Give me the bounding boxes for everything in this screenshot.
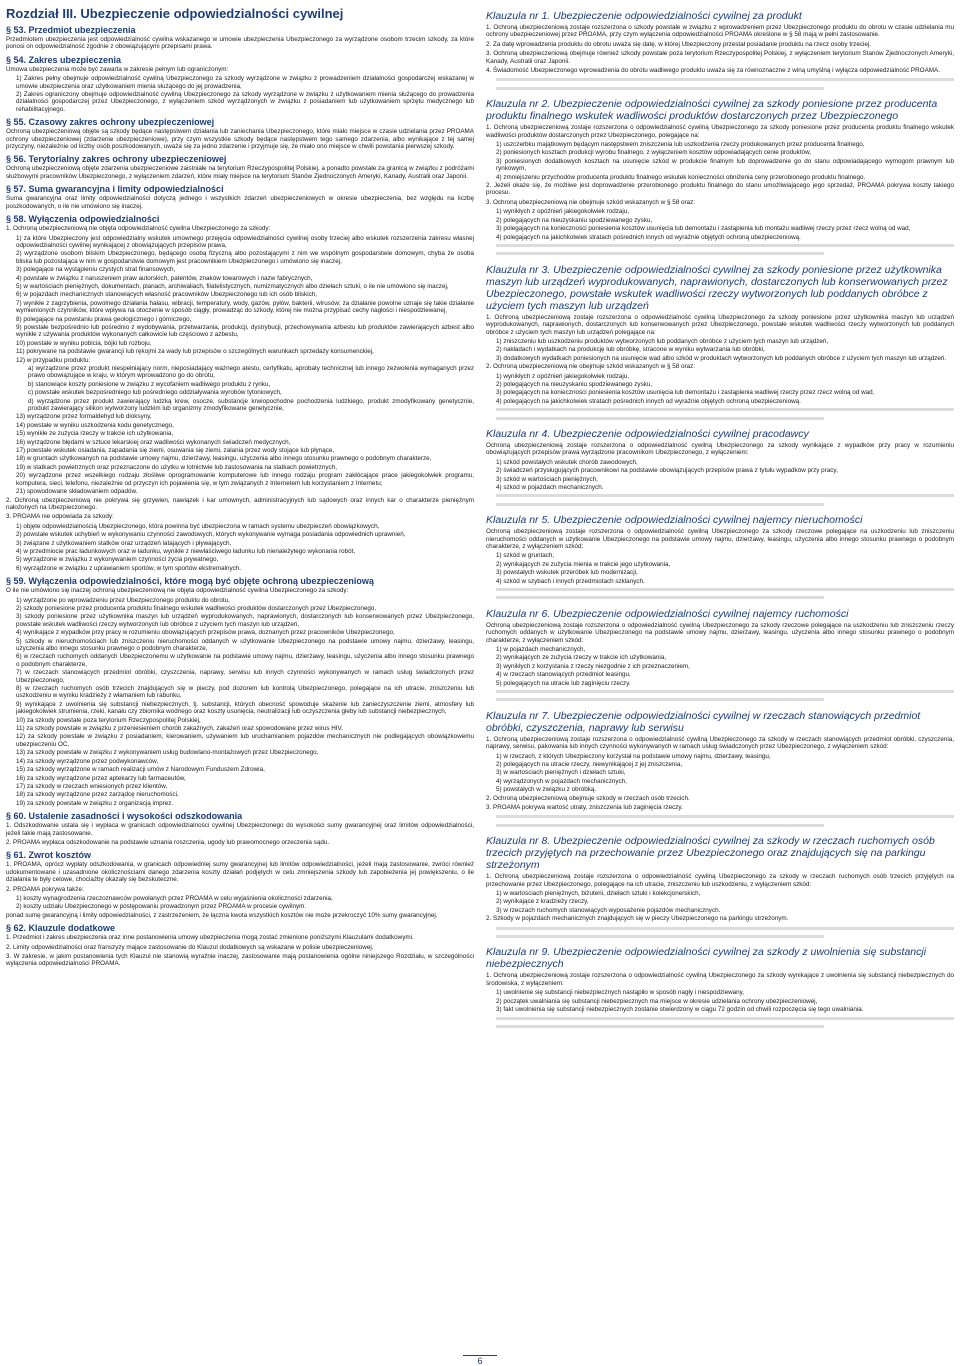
section-item-s58: 6) w pojazdach mechanicznych stanowiących własność pracowników Ubezpieczonego lub ich osób bliskich, [16,291,318,299]
clause-item-k3: 3) dodatkowych wydatkach poniesionych na usunięcie wad albo szkód w produktach wytworzonych lub poddanych obróbce z użyciem tych maszyn lub urządzeń. [496,354,947,362]
section-item-s54: 1) Zakres pełny obejmuje odpowiedzialność cywilną Ubezpieczonego za szkody wyrządzone w związku z prowadzeniem działalności gospodarczej wskazanej w umowie ubezpieczenia oraz użytkowaniem mienia służącego do jej prowadzenia, [16,75,474,90]
clause-item-k3: 1) wynikłych z opóźnień jakiegokolwiek rodzaju, [496,372,630,380]
clause-item-k4: 4) szkód w pojazdach mechanicznych. [496,483,604,491]
section-title-s53: § 53. Przedmiot ubezpieczenia [6,25,136,35]
section-item-s58: 7) wynikłe z zagrzybienia, powolnego działania hałasu, wibracji, temperatury, wody, gazów, pyłów, bakterii, wirusów; za działanie powolne uznaje się takie działanie wymienionych czynników, które wpływa na otoczenie w sposób ciągły, prowadząc do szkody, której nie można przypisać cechy nagłości i niespodziewanej, [16,299,474,315]
left-content [6,25,474,968]
page-number: 6 [0,1355,960,1366]
clause-item-k3: 1. Ochroną ubezpieczeniową zostaje rozszerzona o odpowiedzialność cywilną Ubezpieczonego za szkody poniesione przez użytkownika maszyn lub urządzeń wyprodukowanych, naprawionych, dostarczonych lub konserwowanych przez Ubezpieczonego, powstałe wskutek wadliwości rzeczy wytworzonych lub poddanych obróbce z użyciem tych maszyn lub urządzeń polegające na: [486,313,954,336]
section-item-s62: 1. Przedmiot i zakres ubezpieczenia oraz inne postanowienia umowy ubezpieczenia mogą zostać zmienione poniższymi Klauzulami dodatkowymi. [6,934,414,942]
clause-item-k1: 2. Za datę wprowadzenia produktu do obrotu uważa się datę, w której Ubezpieczony przestał posiadanie produktu na rzecz osoby trzeciej. [486,40,872,48]
clause-item-k3: 2. Ochroną ubezpieczeniową nie obejmuje szkód wskazanych w § 58 oraz: [486,363,695,371]
clause-text-line [496,492,954,499]
clause-text-line [496,415,824,422]
section-item-s61: 1) koszty wynagrodzenia rzeczoznawców powołanych przez PROAMA w celu wyjaśnienia okoliczności zdarzenia, [16,894,333,902]
clause-item-k9: 3) fakt uwolnienia się substancji niebezpiecznych zostanie stwierdzony w ciągu 72 godzin od chwili rozpoczęcia się tego uwalniania. [496,1006,864,1014]
clause-item-k4: 3) szkód w wartościach pieniężnych, [496,475,598,483]
clause-text-line [496,688,954,695]
clause-title-k4: Klauzula nr 4. Ubezpieczenie odpowiedzialności cywilnej pracodawcy [486,427,809,440]
section-title-s55: § 55. Czasowy zakres ochrony ubezpieczeniowej [6,117,215,128]
section-item-s60: 1. Odszkodowanie ustala się i wypłaca w granicach odpowiedzialności cywilnej Ubezpieczonego do wysokości sumy gwarancyjnej oraz limitów odpowiedzialności, jeżeli takie mają zastosowanie. [6,822,474,837]
right-content [486,10,954,1030]
clause-title-k9: Klauzula nr 9. Ubezpieczenie odpowiedzialności cywilnej za szkody z uwolnienia się substancji niebezpiecznych [486,946,927,971]
clause-item-k5: 2) wynikających ze zużycia mienia w trakcie jego użytkowania, [496,560,671,568]
clause-item-k6: 3) wynikłych z korzystania z rzeczy niezgodnie z ich przeznaczeniem, [496,662,690,670]
section-item-s59: 8) w rzeczach ruchomych osób trzecich znajdujących się w pieczy, pod dozorem lub kontrolą Ubezpieczonego, polegające na ich utracie, zniszczeniu lub uszkodzeniu w wyniku kradzieży z włamaniem lub rabunku, [16,685,474,700]
section-item-s59: 11) za szkody powstałe w związku z przeniesieniem chorób zakaźnych, zakażeń oraz spowodowane przez wirus HIV, [16,725,343,733]
clause-item-k7: 2) polegających na utracie rzeczy, niewynikającej z jej zniszczenia, [496,761,683,769]
section-item-s58: 3) polegające na wystąpieniu czystych strat finansowych, [16,266,176,274]
clause-item-k2: 3. Ochroną ubezpieczeniową nie obejmuje szkód wskazanych w § 58 oraz: [486,198,695,206]
section-item-s58: 12) w przypadku produktu: [16,356,91,364]
section-intro-s54: Umowa ubezpieczenia może być zawarta w zakresie pełnym lub ograniczonym: [6,65,229,73]
clause-item-k2: 1. Ochroną ubezpieczeniową zostaje rozszerzona o odpowiedzialność cywilną Ubezpieczonego za szkody poniesione przez producenta produktu finalnego wskutek wadliwości produktów dostarczonych przez Ubezpieczonego, polegające na: [486,124,954,139]
section-title-s62: § 62. Klauzule dodatkowe [6,923,116,934]
clause-text-line [496,925,954,932]
clause-item-k4: Ochroną ubezpieczeniową zostaje rozszerzona o odpowiedzialność cywilną Ubezpieczonego za szkody wynikające z wypadków przy pracy w rozumieniu obowiązujących przepisów prawa wyrządzone pracownikom Ubezpieczonego, z wyłączeniem: [486,441,954,457]
section-after-s61: ponad sumę gwarancyjną i limity odpowiedzialności, z zastrzeżeniem, że łączna kwota wszystkich kosztów nie może przekroczyć 10% sumy gwarancyjnej. [6,911,438,919]
section-item-s58: 11) pokrywane na podstawie gwarancji lub rękojmi za wady lub przepisów o szczególnych warunkach sprzedaży konsumenckiej, [16,348,374,356]
section-paragraph-s58: 2. Ochroną ubezpieczeniową nie pokrywa się grzywien, nawiązek i kar umownych, administracyjnych lub sądowych oraz innych kar o charakterze pieniężnym nałożonych na Ubezpieczonego. [6,496,474,511]
clause-item-k4: 1) szkód powstałych wskutek chorób zawodowych, [496,458,638,466]
clause-item-k3: 1) zniszczeniu lub uszkodzeniu produktów wytworzonych lub poddanych obróbce z użyciem tych maszyn lub urządzeń, [496,337,829,345]
clause-item-k3: 3) polegających na konieczności poniesienia kosztów usunięcia lub demontażu i zastąpienia wadliwej rzeczy przez rzecz wolną od wad, [496,389,875,397]
section-item-s60: 2. PROAMA wypłaca odszkodowanie na podstawie uznania roszczenia, ugody lub prawomocnego orzeczenia sądu. [6,838,330,846]
section-item-s59: 15) za szkody wyrządzone w ramach realizacji umów z Narodowym Funduszem Zdrowia, [16,766,265,774]
clause-item-k3: 2) polegających na nieuzyskaniu spodziewanego zysku, [496,380,653,388]
section-item-s59: 6) w rzeczach ruchomych oddanych Ubezpieczonemu w użytkowanie na podstawie umowy najmu, dzierżawy, leasingu, użyczenia albo innego stosunku prawnego o podobnym charakterze, [16,653,474,668]
clause-item-k1: 4. Świadomość Ubezpieczonego wprowadzenia do obrotu wadliwego produktu uważa się za równoznaczne z winą umyślną i wyłącza odpowiedzialność PROAMA. [486,67,940,75]
section-item-s59: 3) szkody poniesione przez użytkownika maszyn lub urządzeń wyprodukowanych, naprawionych, dostarczonych lub konserwowanych przez Ubezpieczonego, powstałe wskutek wadliwości rzeczy wytworzonych lub obróbce z użyciem tych maszyn lub urządzeń, [16,613,474,628]
section-item-s58: 6) wyrządzone w związku z uprawianiem sportów, w tym sportów ekstremalnych. [16,564,242,572]
clause-item-k3: 2) nakładach i wydatkach na produkcję lub obróbkę, stracone w wyniku wytwarzania lub obróbki, [496,346,765,354]
clause-item-k8: 1. Ochroną ubezpieczeniową zostaje rozszerzona o odpowiedzialność cywilną Ubezpieczonego za szkody w rzeczach ruchomych osób trzecich przyjętych na przechowanie przez Ubezpieczonego, polegające na ich utracie, zniszczeniu lub uszkodzeniu, z wyłączeniem szkód: [486,873,954,888]
section-item-s59: 18) za szkody wyrządzone przez zarządcę nieruchomości, [16,791,179,799]
section-item-s58: 10) powstałe w wyniku pobicia, bójki lub rozboju, [16,339,152,347]
clause-title-k2: Klauzula nr 2. Ubezpieczenie odpowiedzialności cywilnej za szkody poniesione przez producenta produktu finalnego wskutek wadliwości produktów dostarczonych przez Ubezpieczonego [486,98,938,123]
clause-item-k8: 2) wynikające z kradzieży rzeczy, [496,898,589,906]
section-item-s62: 2. Limity odpowiedzialności oraz franszyzy mające zastosowanie do Klauzul dodatkowych są wskazane w polisie ubezpieczeniowej. [6,943,374,951]
clause-item-k2: 1) uszczerbku majątkowym będącym następstwem zniszczenia lub uszkodzenia rzeczy produkowanych przez producenta finalnego, [496,141,865,149]
section-subitem-s58: a) wyrządzone przez produkt niespełniający norm, nieposiadający ważnego atestu, certyfikatu, aprobaty technicznej lub innego zezwolenia wymaganych przez prawo obowiązujące w kraju, w którym wprowadzono go do obrotu, [28,365,474,380]
section-item-s58: 5) wyrządzone w związku z wykonywaniem czynności życia prywatnego, [16,556,219,564]
clause-title-k7: Klauzula nr 7. Ubezpieczenie odpowiedzialności cywilnej w rzeczach stanowiących przedmiot obróbki, czyszczenia, naprawy lub serwisu [486,709,921,734]
section-item-s54: 2) Zakres ograniczony obejmuje odpowiedzialność cywilną Ubezpieczonego za szkody wyrządzone w związku z użytkowaniem mienia służącego do prowadzenia działalności gospodarczej przez Ubezpieczonego, z wyłączeniem szkód wyrządzonych w związku z posiadaniem lub użytkowaniem sprzętu medycznego lub rehabilitacyjnego. [16,91,474,113]
clause-title-k8: Klauzula nr 8. Ubezpieczenie odpowiedzialności cywilnej za szkody w rzeczach ruchomych osób trzecich przyjętych na przechowanie przez Ubezpieczonego oraz znajdujących się na parkingu strzeżonym [486,835,935,872]
clause-text-line [496,1015,954,1022]
clause-text-line [496,406,954,413]
clause-item-k9: 2) początek uwalniania się substancji niebezpiecznych ma miejsce w okresie udzielania ochrony ubezpieczeniowej, [496,997,818,1005]
section-item-s59: 19) za szkody powstałe w związku z organizacją imprez. [16,799,174,807]
section-item-s58: 8) polegające na powstaniu prawa geologicznego i górniczego, [16,315,192,323]
section-subitem-s58: c) powstałe wskutek bezpośredniego lub pośredniego oddziaływania wyrobów tytoniowych, [28,389,282,397]
section-paragraph-s58: 3. PROAMA nie odpowiada za szkody: [6,513,114,521]
section-subitem-s58: b) stanowiące koszty poniesione w związku z wycofaniem wadliwego produktu z rynku, [28,380,271,388]
section-item-s62: 3. W zakresie, w jakim postanowienia tych Klauzul nie stanowią wyraźnie inaczej, zastosowanie mają postanowienia ogólne niniejszego Rozdziału, w szczególności wyłączenia odpowiedzialności PROAMA. [6,953,474,968]
clause-item-k7: 3. PROAMA pokrywa wartość utraty, zniszczenia lub zaginięcia rzeczy. [486,804,683,812]
clause-text-line [496,501,824,508]
section-item-s58: 1) za które Ubezpieczony jest odpowiedzialny wskutek umownego przejęcia odpowiedzialności cywilnej osoby trzeciej albo wskutek rozszerzenia zakresu własnej odpowiedzialności cywilnej wynikającej z obowiązujących przepisów prawa, [16,234,474,249]
section-item-s58: 21) spowodowane składowaniem odpadów. [16,488,138,496]
clause-text-line [496,813,954,820]
clause-item-k5: 1) szkód w gruntach, [496,552,555,560]
clause-item-k7: 1. Ochroną ubezpieczeniową zostaje rozszerzona o odpowiedzialność cywilną Ubezpieczonego za szkody w rzeczach stanowiących przedmiot obróbki, czyszczenia, naprawy, serwisu, pakowania lub innych czynności wykonywanych w ramach usług świadczonych przez Ubezpieczonego, z wyłączeniem szkód: [486,735,954,751]
section-item-s61: 2. PROAMA pokrywa także: [6,885,84,893]
section-item-s58: 18) w gruntach użytkowanych na podstawie umowy najmu, dzierżawy, leasingu, użyczenia albo innego stosunku prawnego o podobnym charakterze, [16,455,432,463]
clause-item-k1: 3. Ochroną ubezpieczeniową obejmuje również szkody powstałe poza terytorium Rzeczypospolitej Polskiej, z wyłączeniem terytorium Stanów Zjednoczonych Ameryki, Kanady, Australii oraz Japonii. [486,50,954,65]
clause-text-line [496,85,824,92]
clause-item-k7: 4) wyrządzonych w pojazdach mechanicznych, [496,777,627,785]
clause-text-line [496,822,824,829]
section-item-s58: 1) objęte odpowiedzialnością Ubezpieczonego, która powinna być ubezpieczona w ramach systemu ubezpieczeń obowiązkowych, [16,522,380,530]
section-text-s56: Ochroną ubezpieczeniową objęte zdarzenia ubezpieczeniowe zaistniałe na terytorium Rzeczypospolitej Polskiej, a ponadto powstałe za granicą w związku z podróżami służbowymi pracowników Ubezpieczonego, z wyłączeniem zdarzeń, które miały miejsce na terytorium Stanów Zjednoczonych Ameryki, Kanady, Australii oraz Japonii. [6,165,474,180]
section-item-s58: 17) powstałe wskutek osiadania, zapadania się ziemi, osuwania się ziemi, zalania przez wody stojące lub płynące, [16,447,335,455]
section-item-s59: 10) za szkody powstałe poza terytorium Rzeczypospolitej Polskiej, [16,716,201,724]
section-item-s58: 4) powstałe w związku z naruszeniem praw autorskich, patentów, znaków towarowych i nazw fabrycznych, [16,274,313,282]
clause-title-k3: Klauzula nr 3. Ubezpieczenie odpowiedzialności cywilnej za szkody poniesione przez użytkownika maszyn lub urządzeń wyprodukowanych, naprawionych, dostarczonych lub konserwowanych przez Ubezpieczonego, powstałe wskutek wadliwości rzeczy wytworzonych lub poddanych obróbce z użyciem tych maszyn lub urządzeń [486,263,948,312]
section-text-s57: Suma gwarancyjna oraz limity odpowiedzialności dotyczą jednego i wszystkich zdarzeń ubezpieczeniowych w okresie ubezpieczenia, bez względu na liczbę poszkodowanych, o ile nie umówiono się inaczej. [6,195,474,210]
right-column [486,4,954,1356]
clause-title-k6: Klauzula nr 6. Ubezpieczenie odpowiedzialności cywilnej najemcy ruchomości [486,607,849,620]
section-title-s61: § 61. Zwrot kosztów [6,850,92,861]
document-page [6,4,954,1356]
clause-item-k7: 5) powstałych w związku z obróbką. [496,786,597,794]
clause-title-k1: Klauzula nr 1. Ubezpieczenie odpowiedzialności cywilnej za produkt [486,10,802,22]
clause-item-k5: Ochroną ubezpieczeniową zostaje rozszerzona o odpowiedzialność cywilną Ubezpieczonego za szkody rzeczowe polegające na uszkodzeniu lub zniszczeniu nieruchomości oddanych w użytkowanie Ubezpieczonego na podstawie umowy najmu, dzierżawy, leasingu, użyczenia albo innego stosunku prawnego o podobnym charakterze, z wyłączeniem szkód: [486,528,954,550]
section-item-s61: 1. PROAMA, oprócz wypłaty odszkodowania, w granicach odpowiedniej sumy gwarancyjnej lub limitów odpowiedzialności, jeżeli mają zastosowanie, zwróci również udokumentowane i uzasadnione okolicznościami danego zdarzenia koszty działań podjętych w celu zmniejszenia szkody lub zapobieżenia jej powiększeniu, o ile działania te były celowe, chociażby okazały się bezskuteczne. [6,861,474,884]
section-item-s59: 4) wynikające z wypadków przy pracy w rozumieniu obowiązujących przepisów prawa, doznanych przez pracowników Ubezpieczonego, [16,629,395,637]
section-item-s59: 13) za szkody powstałe w związku z wykonywaniem usług budowlano-montażowych przez Ubezpieczonego, [16,749,319,757]
clause-item-k6: 5) polegających na utracie lub zaginięciu rzeczy. [496,679,631,687]
section-item-s58: 14) powstałe w wyniku uszkodzenia kodu genetycznego, [16,421,174,429]
clause-item-k8: 2. Szkody w pojazdach mechanicznych znajdujących się w pieczy Ubezpieczonego na parkingu strzeżonym. [486,915,789,923]
section-intro-s58: 1. Ochroną ubezpieczeniową nie objęta odpowiedzialność cywilna Ubezpieczonego za szkody: [6,225,271,233]
clause-item-k2: 3) polegających na konieczności poniesienia kosztów usunięcia lub demontażu i zastąpienia lub montażu wadliwej rzeczy przez rzecz wolną od wad, [496,225,911,233]
clause-item-k7: 1) w rzeczach, z których Ubezpieczony korzystał na podstawie umowy najmu, dzierżawy, leasingu, [496,752,771,760]
clause-item-k6: 1) w pojazdach mechanicznych, [496,646,586,653]
clause-item-k2: 4) polegających na jakichkolwiek stratach pośrednich innych od wyraźnie objętych ochroną ubezpieczeniową. [496,233,801,241]
section-item-s58: 4) w przedmiocie prac ładunkowych oraz w ładunku, wynikłe z niewłaściwego ładunku lub nienależytego wykonania robót, [16,547,356,555]
section-title-s58: § 58. Wyłączenia odpowiedzialności [6,214,160,225]
clause-text-line [496,1023,824,1030]
clause-item-k8: 3) w rzeczach ruchomych stanowiących wyposażenie pojazdów mechanicznych. [496,906,721,914]
clause-item-k8: 1) w wartościach pieniężnych, biżuterii, dziełach sztuki i kolekcjonerskich, [496,890,701,898]
section-item-s58: 16) wyrządzone błędami w sztuce lekarskiej oraz wadliwości wykonanych świadczeń medycznych, [16,438,291,446]
section-item-s61: 2) koszty udziału Ubezpieczonego w postępowaniu prowadzonym przez PROAMA w procesie cywilnym. [16,903,307,911]
section-item-s58: 2) wyrządzone osobom bliskim Ubezpieczonego, będącego osobą fizyczną albo pozostającymi z nim we wspólnym gospodarstwie domowym, chyba że osoba bliska lub pozostająca w nim w gospodarstwie domowym jest pracownikiem Ubezpieczonego i umówiono się inaczej, [16,250,474,265]
clause-item-k7: 2. Ochroną ubezpieczeniową obejmuje szkody w rzeczach osób trzecich. [486,794,690,802]
clause-text-line [496,933,824,940]
clause-item-k6: Ochroną ubezpieczeniową zostaje rozszerzona o odpowiedzialność cywilną Ubezpieczonego za szkody rzeczowe polegające na uszkodzeniu lub zniszczeniu rzeczy ruchomych oddanych w użytkowanie Ubezpieczonego na podstawie umowy najmu, dzierżawy, leasingu, użyczenia albo innego stosunku prawnego o podobnym charakterze, z wyłączeniem szkód: [486,621,954,644]
clause-title-k5: Klauzula nr 5. Ubezpieczenie odpowiedzialności cywilnej najemcy nieruchomości [486,514,863,527]
section-text-s55: Ochroną ubezpieczeniową objęte są szkody będące następstwem działania lub zaniechania Ubezpieczonego, które miało miejsce w czasie udzielania przez PROAMA ochrony ubezpieczeniowej (zdarzenie ubezpieczeniowe), przy czym wszystkie szkody będące następstwem tego samego zdarzenia, albo wynikające z tej samej przyczyny, niezależnie od liczby osób poszkodowanych, uważa się za jedno zdarzenie i przyjmuje się, że miało ono miejsce w chwili powstania pierwszej szkody. [6,128,474,151]
section-item-s59: 12) za szkody powstałe w związku z posiadaniem, kierowaniem, używaniem lub uruchamianiem pojazdów mechanicznych nie podlegających obowiązkowemu ubezpieczeniu OC, [16,733,474,748]
section-title-s56: § 56. Terytorialny zakres ochrony ubezpieczeniowej [6,154,227,165]
section-item-s59: 5) szkody w nieruchomościach lub zniszczeniu nieruchomości oddanych w użytkowanie Ubezpieczonego na podstawie umowy najmu, dzierżawy, leasingu, użyczenia albo innego stosunku prawnego o podobnym charakterze, [16,637,474,652]
section-item-s58: 2) powstałe wskutek uchybień w wykonywaniu czynności zawodowych, których wykonywanie wymaga posiadania odpowiednich uprawnień, [16,531,406,539]
section-item-s58: 19) w statkach powietrznych oraz przeznaczone do użytku w lotnictwie lub zastosowania na statkach powietrznych, [16,463,337,471]
clause-item-k7: 3) w wartościach pieniężnych i dziełach sztuki, [496,769,626,777]
clause-text-line [496,76,954,83]
section-item-s58: 3) związane z użytkowaniem statków oraz urządzeń latających i pływających, [16,539,232,547]
section-item-s58: 15) wynikłe ze zużycia rzeczy w trakcie ich użytkowania, [16,430,174,438]
clause-item-k9: 1) uwolnienie się substancji niebezpiecznych nastąpiło w sposób nagły i niespodziewany, [496,989,745,997]
clause-text-line [496,250,824,257]
section-item-s59: 2) szkody poniesione przez producenta produktu finalnego wskutek wadliwości produktów dostarczonych przez Ubezpieczonego, [16,604,377,612]
clause-item-k2: 1) wynikłych z opóźnień jakiegokolwiek rodzaju, [496,208,630,216]
section-item-s59: 7) w rzeczach stanowiących przedmiot obróbki, czyszczenia, naprawy, serwisu lub innych czynności wykonywanych w ramach usług świadczonych przez Ubezpieczonego, [16,669,474,684]
section-title-s60: § 60. Ustalenie zasadności i wysokości odszkodowania [6,811,243,822]
clause-item-k2: 4) zmniejszeniu przychodów producenta produktu finalnego wskutek konieczności obniżenia ceny przerobionego produktu finalnego. [496,173,866,181]
clause-item-k2: 2. Jeżeli okaże się, że możliwe jest doprowadzenie przerobionego produktu finalnego do stanu umożliwiającego jego sprzedaż, PROAMA pokrywa koszty takiego procesu. [486,182,954,197]
clause-item-k5: 4) szkód w szybach i innych przedmiotach szklanych. [496,577,645,585]
clause-text-line [496,242,954,249]
section-item-s59: 14) za szkody wyrządzone przez podwykonawców, [16,757,159,765]
clause-item-k6: 2) wynikających ze zużycia rzeczy w trakcie ich użytkowania, [496,654,667,662]
chapter-title: Rozdział III. Ubezpieczenie odpowiedzialności cywilnej [6,6,344,21]
section-title-s57: § 57. Suma gwarancyjna i limity odpowiedzialności [6,184,224,195]
section-title-s54: § 54. Zakres ubezpieczenia [6,54,122,65]
clause-item-k2: 3) poniesionych dodatkowych kosztach na usunięcie szkód w produkcie finalnym lub doprowadzenie go do stanu odpowiadającego wymogom prawnym lub rynkowym, [496,157,954,173]
section-item-s59: 16) za szkody wyrządzone przez aptekarzy lub farmaceutów, [16,774,186,782]
clause-item-k4: 2) świadczeń przysługujących pracownikowi na podstawie obowiązujących przepisów prawa z tytułu wypadków przy pracy, [496,467,838,475]
section-item-s58: 5) w wartościach pieniężnych, dokumentach, planach, archiwaliach, filatelistycznych, numizmatycznych albo dziełach sztuki, o ile nie umówiono się inaczej, [16,282,449,290]
clause-item-k5: 3) powstałych wskutek przeróbek lub modernizacji, [496,569,638,577]
section-item-s59: 9) wynikające z uwolnienia się substancji niebezpiecznych, tj. substancji, których obecność spowoduje skażenie lub zanieczyszczenie ziemi, atmosfery lub jakiegokolwiek strumienia, rzeki, kanału czy zbiornika wodnego oraz koszty usunięcia, neutralizacji lub oczyszczenia gleby lub substancji niebezpiecznych, [16,700,474,716]
section-title-s59: § 59. Wyłączenia odpowiedzialności, które mogą być objęte ochroną ubezpieczeniową [6,576,374,587]
clause-item-k9: 1. Ochroną ubezpieczeniową zostaje rozszerzona o odpowiedzialność cywilną Ubezpieczonego za szkody wynikające z uwolnienia się substancji niebezpiecznych do środowiska, z wyłączeniem: [486,972,954,987]
clause-text-line [496,594,824,601]
clause-item-k2: 2) polegających na nieuzyskaniu spodziewanego zysku, [496,216,653,224]
section-item-s59: 17) za szkody w rzeczach wniesionych przez klientów, [16,782,168,790]
section-text-s53: Przedmiotem ubezpieczenia jest odpowiedzialność cywilna wskazanego w umowie ubezpieczenia Ubezpieczonego za wyrządzone osobom trzecim szkody, za które ponosi on odpowiedzialność zgodnie z obowiązującymi przepisami prawa. [6,36,474,51]
clause-text-line [496,696,824,703]
clause-item-k6: 4) w rzeczach stanowiących przedmiot leasingu, [496,671,631,679]
section-item-s58: 13) wyrządzone przez formaldehyd lub dioksyny, [16,413,152,421]
clause-text-line [496,586,954,593]
clause-item-k3: 4) polegających na jakichkolwiek stratach pośrednich innych od wyraźnie objętych ochroną ubezpieczeniową. [496,397,801,405]
clause-item-k1: 1. Ochroną ubezpieczeniową zostaje rozszerzona o szkody powstałe w związku z wprowadzeniem przez Ubezpieczonego produktu do obrotu w czasie udzielania mu ochrony ubezpieczeniowej przez PROAMA, przy czym wyłączenia odpowiedzialności PROAMA określone w § 58 mają w pełni zastosowanie. [486,24,954,39]
section-subitem-s58: d) wyrządzone przez produkt zawierający ludzką krew, osocze, substancje krwiopochodne pochodzenia ludzkiego, produkt zmodyfikowany genetycznie, produkt zawierający silikon wytworzony ludzkim lub organizmy zmodyfikowane genetycznie, [28,397,474,413]
section-item-s58: 9) powstałe bezpośrednio lub pośrednio z wydobywania, przetwarzania, produkcji, dystrybucji, przechowywania azbestu lub produktów zawierających azbest albo wynikłe z używania produktów wykonanych całkowicie lub częściowo z azbestu, [16,323,474,339]
clause-item-k2: 2) poniesionych kosztach produkcji wyrobu finalnego, z wyłączeniem kosztów odpowiadających cenie produktów, [496,149,812,157]
section-intro-s59: O ile nie umówiono się inaczej ochroną ubezpieczeniową nie objęta odpowiedzialność cywilna Ubezpieczonego za szkody: [6,587,349,595]
section-item-s59: 1) wyrządzone po wprowadzeniu przez Ubezpieczonego produktu do obrotu, [16,596,230,604]
left-column [6,4,474,1356]
section-item-s58: 20) wyrządzone przez wszelkiego rodzaju złośliwe oprogramowanie komputerowe lub innego rodzaju program zakłócające prace jakiegokolwiek programu, komputera, sieci, telefonu, niezależnie od przyczyn ich pojawienia się, w tym związanych z Internetem lub korzystaniem z Internetu; [16,472,474,487]
